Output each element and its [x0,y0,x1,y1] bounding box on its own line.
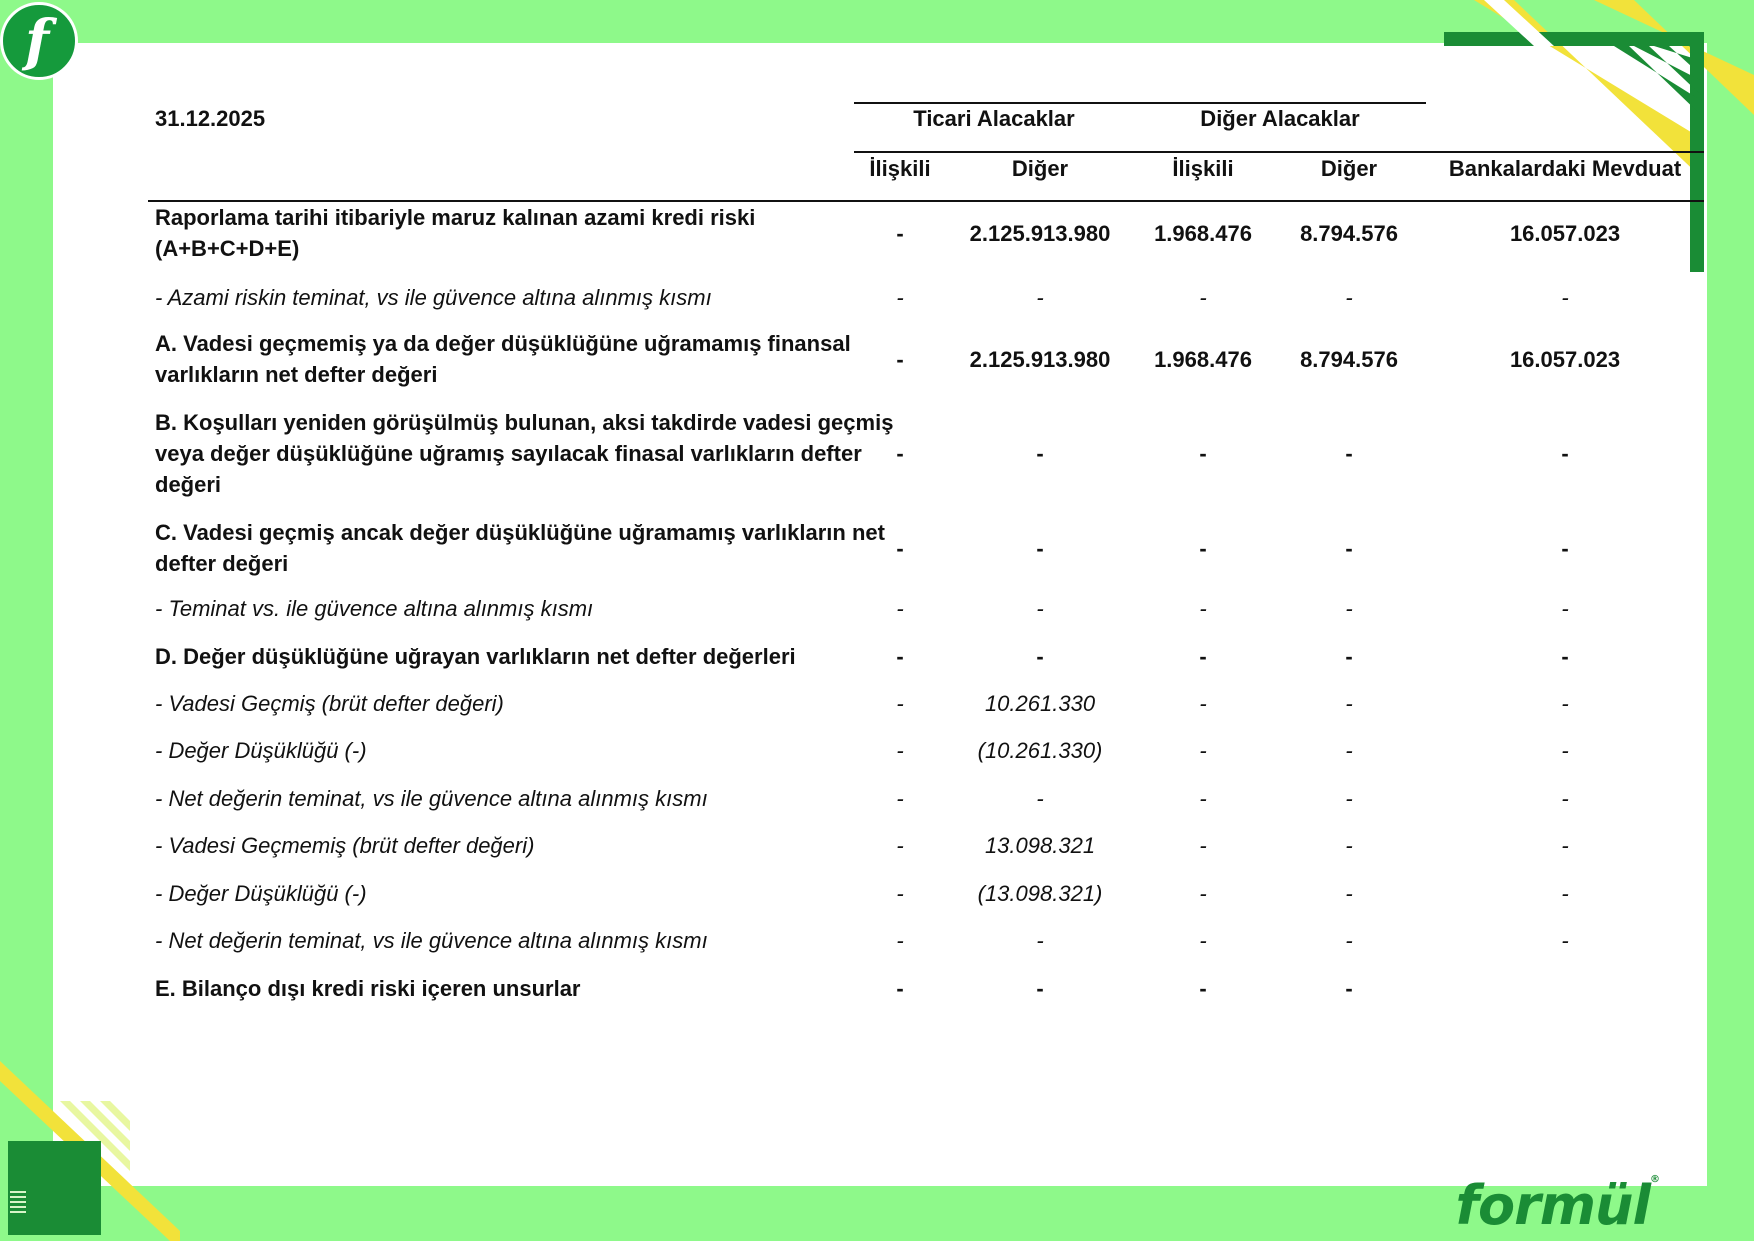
row-label: A. Vadesi geçmemiş ya da değer düşüklüğüne uğramamış finansal [155,331,851,356]
row-label: - Net değerin teminat, vs ile güvence altına alınmış kısmı [155,928,708,953]
row-label: B. Koşulları yeniden görüşülmüş bulunan, aksi takdirde vadesi geçmiş [155,410,894,435]
row-label: Raporlama tarihi itibariyle maruz kalınan azami kredi riski [155,205,756,230]
report-date: 31.12.2025 [155,106,266,131]
row-label: D. Değer düşüklüğüne uğrayan varlıkların net defter değerleri [155,644,796,669]
row-label: - Vadesi Geçmemiş (brüt defter değeri) [155,833,535,858]
row-label: - Azami riskin teminat, vs ile güvence altına alınmış kısmı [155,285,712,310]
row-label: veya değer düşüklüğüne uğramış sayılacak finasal varlıkların defter [155,441,862,466]
formul-f-logo-icon: f [0,2,78,80]
row-label: değeri [155,472,222,497]
formul-brand-logo: formül® [1455,1174,1659,1237]
row-label: (A+B+C+D+E) [155,236,300,261]
row-label: - Teminat vs. ile güvence altına alınmış kısmı [155,596,594,621]
row-label: E. Bilanço dışı kredi riski içeren unsurlar [155,976,581,1001]
corner-stripes-bottom-left [0,1001,180,1241]
row-label: C. Vadesi geçmiş ancak değer düşüklüğüne uğramamış varlıkların net [155,520,885,545]
row-label: - Değer Düşüklüğü (-) [155,738,367,763]
row-label: - Vadesi Geçmiş (brüt defter değeri) [155,691,504,716]
row-label: defter değeri [155,551,289,576]
row-label: - Değer Düşüklüğü (-) [155,881,367,906]
row-label: varlıkların net defter değeri [155,362,438,387]
row-label: - Net değerin teminat, vs ile güvence altına alınmış kısmı [155,786,708,811]
